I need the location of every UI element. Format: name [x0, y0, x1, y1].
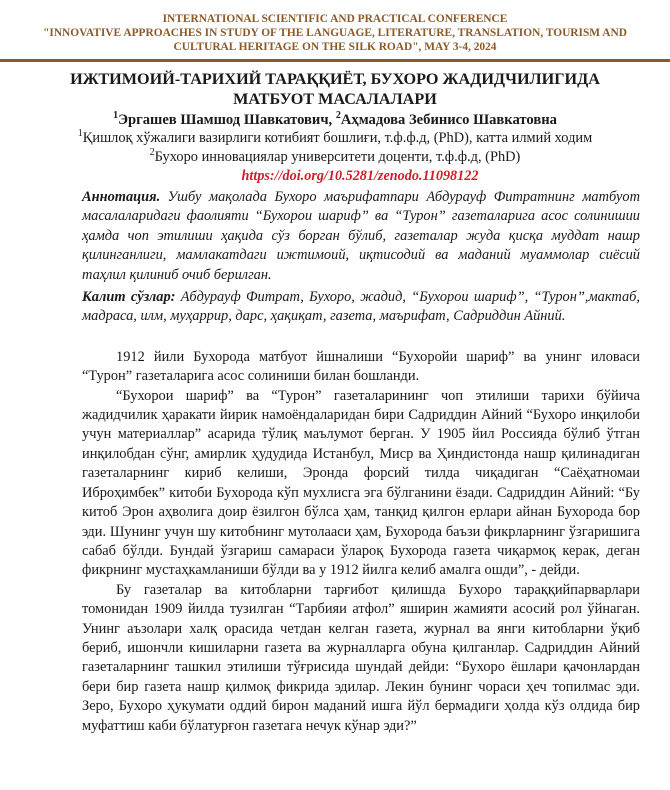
conference-line-3: CULTURAL HERITAGE ON THE SILK ROAD", MAY 3-4, 2024 — [173, 41, 497, 53]
keywords-label: Калит сўзлар: — [82, 289, 176, 306]
body-paragraph-1: 1912 йили Бухорода матбуот йшналиши “Бухоройи шариф” ва унинг иловаси “Турон” газеталарига асос солиниши билан бошланди. — [82, 348, 640, 385]
affiliation-1 — [0, 129, 670, 148]
keywords-text: Абдурауф Фитрат, Бухоро, жадид, “Бухорои шариф”, “Турон”,мактаб, мадраса, илм, муҳаррир, дарс, ҳақиқат, газета, маърифат, Садриддин Айний. — [82, 289, 640, 325]
conference-line-1: INTERNATIONAL SCIENTIFIC AND PRACTICAL CONFERENCE — [162, 13, 508, 25]
affil2-superscript: 2 — [149, 147, 155, 159]
body-paragraph-3: Бу газеталар ва китобларни тарғибот қилишда Бухоро тараққийпарварлари томонидан 1909 йилда тузилган “Тарбияи атфол” яширин жамияти асосий рол ўйнаган. Унинг аъзолари халқ орасида четдан келган газета, журнал ва янги китобларни ўқиб бериб, ишончли кишиларни газета ва журналларга обуна қилганлар. Садриддин Айний газеталарнинг ташкил этилиши тўғрисида шундай дейди: “Бухоро ёшлари қачонлардан бери бир газета нашр қилмоқ фикрида эдилар. Лекин бунинг чораси ҳеч топилмас эди. Зеро, Бухоро ҳукумати оддий бирон маданий ишга йўл бермадиги ҳолда кўз олдида бир муфаттиш каби бўлатурғон газетага нечук кўнар эди?” — [82, 581, 640, 734]
affil1-text: Қишлоқ хўжалиги вазирлиги котибият бошлиғи, т.ф.ф.д, (PhD), катта илмий ходим — [82, 130, 593, 146]
doi-link[interactable]: https://doi.org/10.5281/zenodo.11098122 — [241, 168, 479, 184]
authors-line — [0, 111, 670, 129]
conference-line-2: "INNOVATIVE APPROACHES IN STUDY OF THE LANGUAGE, LITERATURE, TRANSLATION, TOURISM AND — [43, 27, 627, 39]
article-body — [82, 348, 640, 736]
body-paragraph-2: “Бухорои шариф” ва “Турон” газеталарининг чоп этилиши тарихи бўйича жадидчилик ҳаракати йирик намоёндаларидан бири Садриддин Айний “Бухоро инқилоби учун материаллар” асарида тўлиқ маълумот берган. У 1905 йил Россияда бўлиб ўтган инқилобдан сўнг, амирлик ҳудудида Истанбул, Миср ва Ҳиндистонда нашр қилинадиган газеталарнинг кириб келиши, Эронда форсий тилда чиқадиган “Саёҳатномаи Иброҳимбек” китоби Бухорода кўп мухлисга эга бўлганини ёзади. Садриддин Айний: “Бу китоб Эрон аҳволига доир ёзилгон бўлса ҳам, танқид қилгон ерлари айнан Бухорода бор эди. Шунинг учун шу китобнинг мутолааси ҳам, Бухорода баъзи фикрларнинг ўзгаришига сабаб бўлди. Бундай ўзгариш самараси ўлароқ Бухорода газета чиқармоқ керак, деган фикрнинг мустаҳкамланиши бўлди ва у 1912 йилга келиб амалга ошди”, - дейди. — [82, 387, 640, 579]
keywords — [82, 288, 640, 327]
article-title: ИЖТИМОИЙ-ТАРИХИЙ ТАРАҚҚИЁТ, БУХОРО ЖАДИДЧИЛИГИДА МАТБУОТ МАСАЛАЛАРИ — [70, 70, 600, 108]
author1-name: Эргашев Шамшод Шавкатович, — [118, 112, 336, 128]
author2-name: Аҳмадова Зебинисо Шавкатовна — [340, 112, 557, 128]
header-divider — [0, 59, 670, 62]
affil2-text: Бухоро инновациялар университети доценти, т.ф.ф.д, (PhD) — [154, 149, 521, 165]
conference-header — [0, 0, 670, 54]
author1-superscript: 1 — [113, 110, 119, 122]
affil1-superscript: 1 — [77, 128, 83, 140]
affiliation-2 — [0, 148, 670, 167]
abstract-label: Аннотация. — [82, 189, 161, 205]
author2-superscript: 2 — [335, 110, 341, 122]
abstract — [82, 188, 640, 285]
abstract-text: Ушбу мақолада Бухоро маърифатпари Абдурауф Фитратнинг матбуот масалаларидаги фаолияти “Бухорои шариф” ва “Турон” газеталарига асос солинишии ҳамда чоп этилиши ҳақида сўз борган бўлиб, газеталар жуда қисқа муддат нашр қилинганлиги, мамлакатдаги ижтимоий, иқтисодий ва маданий муаммолар сиёсий таҳлил қилиниб очиб берилган. — [82, 189, 640, 283]
